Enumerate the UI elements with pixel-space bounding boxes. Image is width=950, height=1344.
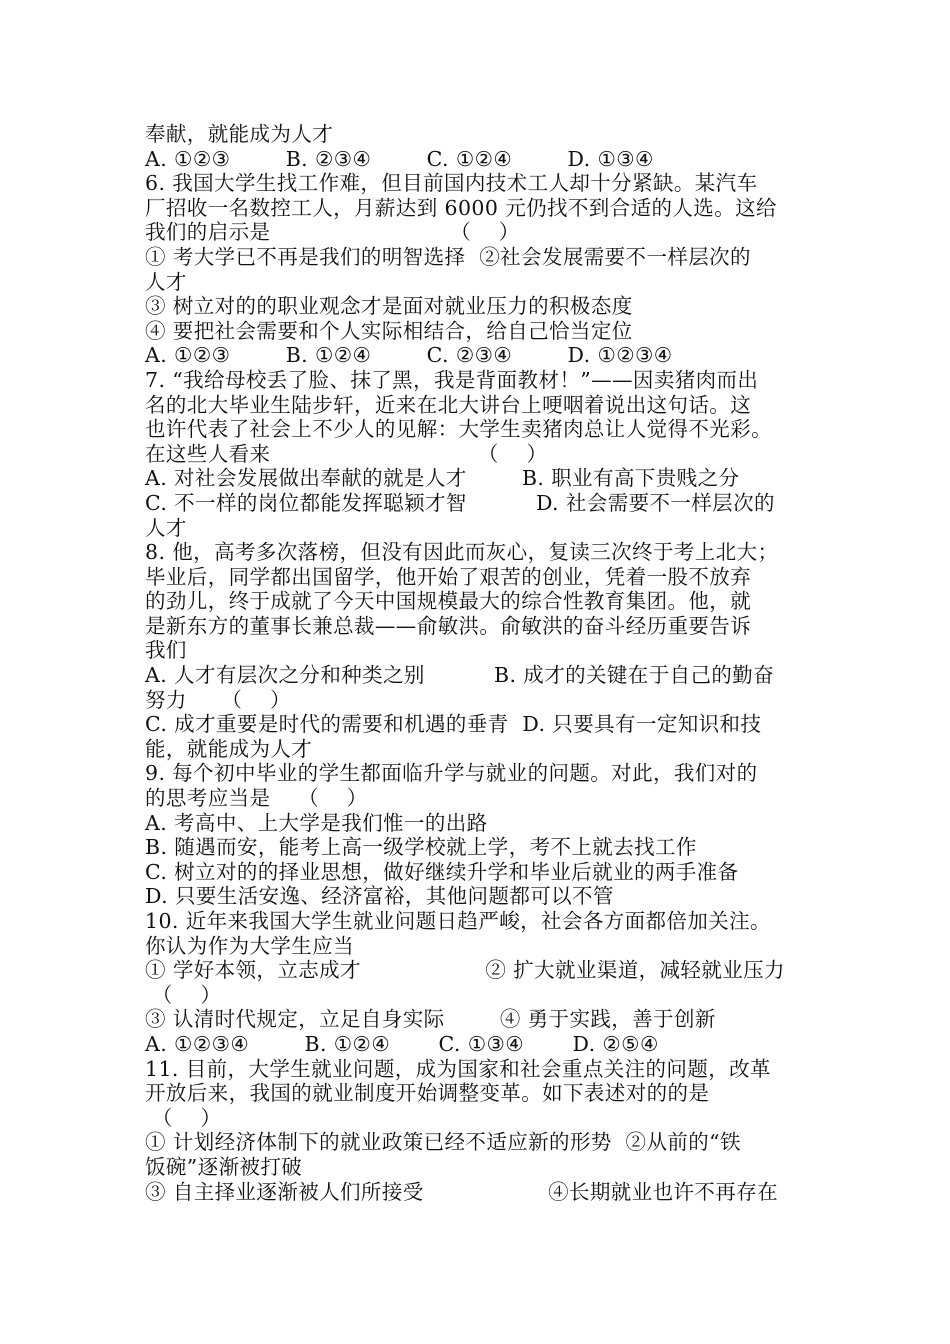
text-line: （ ） bbox=[145, 982, 222, 1007]
text-line: 奉献，就能成为人才 bbox=[145, 122, 334, 146]
text-line: 人才 bbox=[145, 269, 187, 294]
text-line: （ ） bbox=[145, 1105, 222, 1130]
text-line: 是新东方的董事长兼总裁——俞敏洪。俞敏洪的奋斗经历重要告诉 bbox=[145, 613, 752, 638]
text-line: 你认为作为大学生应当 bbox=[145, 933, 354, 958]
document-page bbox=[145, 122, 815, 1204]
text-line: 也许代表了社会上不少人的见解：大学生卖猪肉总让人觉得不光彩。 bbox=[145, 417, 772, 442]
text-line: 毕业后，同学都出国留学，他开始了艰苦的创业，凭着一股不放弃 bbox=[145, 564, 752, 589]
text-line: A. 考高中、上大学是我们惟一的出路 bbox=[145, 810, 488, 835]
text-line: 9. 每个初中毕业的学生都面临升学与就业的问题。对此，我们对的 bbox=[145, 761, 758, 786]
text-line: 6. 我国大学生找工作难，但目前国内技术工人却十分紧缺。某汽车 bbox=[145, 171, 758, 196]
text-line: 人才 bbox=[145, 515, 187, 540]
text-line: 8. 他，高考多次落榜，但没有因此而灰心，复读三次终于考上北大； bbox=[145, 540, 779, 565]
text-line: ④ 要把社会需要和个人实际相结合，给自己恰当定位 bbox=[145, 318, 633, 343]
text-line: A. ①②③ B. ①②④ C. ②③④ D. ①②③④ bbox=[145, 343, 673, 368]
text-line: C. 成才重要是时代的需要和机遇的垂青 D. 只要具有一定知识和技 bbox=[145, 712, 762, 737]
text-line: ③ 认清时代规定，立足自身实际 ④ 勇于实践，善于创新 bbox=[145, 1007, 716, 1032]
text-line: ③ 自主择业逐渐被人们所接受 ④长期就业也许不再存在 bbox=[145, 1179, 779, 1204]
text-line: 在这些人看来 （ ） bbox=[145, 441, 548, 466]
text-line: 能，就能成为人才 bbox=[145, 736, 313, 761]
text-line: 11. 目前，大学生就业问题，成为国家和社会重点关注的问题，改革 bbox=[145, 1056, 771, 1081]
text-line: 名的北大毕业生陆步轩，近来在北大讲台上哽咽着说出这句话。这 bbox=[145, 392, 752, 417]
text-line: C. 不一样的岗位都能发挥聪颖才智 D. 社会需要不一样层次的 bbox=[145, 490, 775, 515]
text-line: A. ①②③ B. ②③④ C. ①②④ D. ①③④ bbox=[145, 146, 654, 171]
text-line: 我们 bbox=[145, 638, 187, 663]
text-line: A. ①②③④ B. ①②④ C. ①③④ D. ②⑤④ bbox=[145, 1031, 659, 1056]
text-line: C. 树立对的的择业思想，做好继续升学和毕业后就业的两手准备 bbox=[145, 859, 739, 884]
text-line: 饭碗”逐渐被打破 bbox=[145, 1154, 303, 1179]
text-line: 努力 （ ） bbox=[145, 687, 291, 712]
text-line: A. 人才有层次之分和种类之别 B. 成才的关键在于自己的勤奋 bbox=[145, 663, 775, 688]
text-line: ① 学好本领，立志成才 ② 扩大就业渠道，减轻就业压力 bbox=[145, 958, 785, 983]
text-line: B. 随遇而安，能考上高一级学校就上学，考不上就去找工作 bbox=[145, 835, 697, 860]
text-line: 的劲儿，终于成就了今天中国规模最大的综合性教育集团。他，就 bbox=[145, 589, 752, 614]
text-line: ① 计划经济体制下的就业政策已经不适应新的形势 ②从前的“铁 bbox=[145, 1130, 741, 1155]
text-line: A. 对社会发展做出奉献的就是人才 B. 职业有高下贵贱之分 bbox=[145, 466, 740, 491]
text-line: 厂招收一名数控工人，月薪达到 6000 元仍找不到合适的人选。这给 bbox=[145, 195, 777, 220]
text-line: 7. “我给母校丢了脸、抹了黑，我是背面教材！”——因卖猪肉而出 bbox=[145, 367, 759, 392]
text-line: 10. 近年来我国大学生就业问题日趋严峻，社会各方面都倍加关注。 bbox=[145, 909, 771, 933]
text-line: 的思考应当是 （ ） bbox=[145, 786, 368, 811]
text-line: ③ 树立对的的职业观念才是面对就业压力的积极态度 bbox=[145, 294, 633, 319]
text-line: D. 只要生活安逸、经济富裕，其他问题都可以不管 bbox=[145, 884, 614, 909]
text-line: ① 考大学已不再是我们的明智选择 ②社会发展需要不一样层次的 bbox=[145, 244, 751, 269]
text-line: 开放后来，我国的就业制度开始调整变革。如下表述对的的是 bbox=[145, 1081, 710, 1106]
text-line: 我们的启示是 （ ） bbox=[145, 220, 520, 245]
